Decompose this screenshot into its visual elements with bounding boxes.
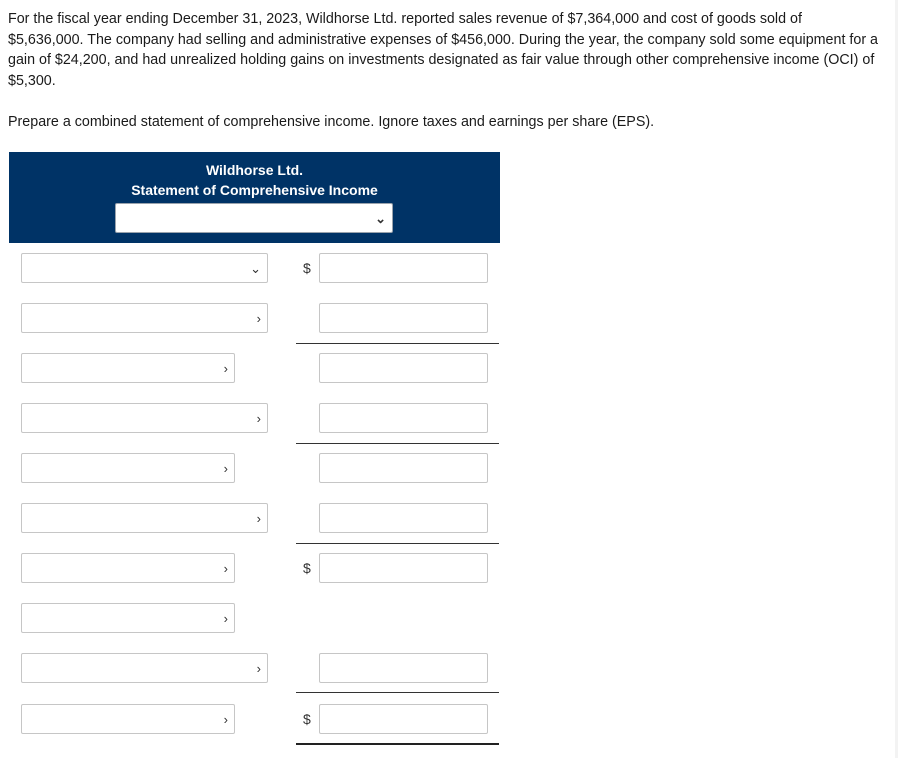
chevron-down-icon: ⌄	[250, 261, 261, 276]
chevron-right-icon: ›	[223, 361, 228, 376]
chevron-right-icon: ›	[223, 561, 228, 576]
chevron-right-icon: ›	[223, 712, 228, 727]
row-2-account-select[interactable]	[21, 303, 268, 333]
chevron-right-icon: ›	[223, 461, 228, 476]
row-4-account-select[interactable]	[21, 403, 268, 433]
row-9-account-select[interactable]	[21, 653, 268, 683]
subtotal-rule	[296, 443, 499, 444]
total-double-rule	[296, 743, 499, 745]
chevron-right-icon: ›	[256, 311, 261, 326]
row-3-account-select[interactable]	[21, 353, 235, 383]
row-5-account-select[interactable]	[21, 453, 235, 483]
statement-header	[9, 152, 500, 243]
row-3-amount-input[interactable]	[319, 353, 488, 383]
chevron-right-icon: ›	[256, 661, 261, 676]
row-10-account-select[interactable]	[21, 704, 235, 734]
row-8-account-select[interactable]	[21, 603, 235, 633]
row-7-amount-input[interactable]	[319, 553, 488, 583]
question-text: For the fiscal year ending December 31, 2023, Wildhorse Ltd. reported sales revenue of $7,364,000 and cost of goods sold of $5,636,000. The company had selling and administrative expenses of $456,000. During the year, the company sold some equipment for a gain of $24,200, and had unrealized holding gains on investments designated as fair value through other comprehensive income (OCI) of $5,300.	[8, 11, 879, 89]
company-name: Wildhorse Ltd.	[205, 162, 304, 178]
dollar-sign: $	[303, 260, 311, 276]
row-7-account-select[interactable]	[21, 553, 235, 583]
row-2-amount-input[interactable]	[319, 303, 488, 333]
row-5-amount-input[interactable]	[319, 453, 488, 483]
instruction-text: Prepare a combined statement of comprehensive income. Ignore taxes and earnings per share (EPS).	[8, 114, 655, 130]
dollar-sign: $	[303, 711, 311, 727]
row-1-account-select[interactable]	[21, 253, 268, 283]
chevron-right-icon: ›	[256, 411, 261, 426]
row-4-amount-input[interactable]	[319, 403, 488, 433]
chevron-down-icon: ⌄	[375, 211, 386, 226]
subtotal-rule	[296, 343, 499, 344]
row-9-amount-input[interactable]	[319, 653, 488, 683]
statement-title: Statement of Comprehensive Income	[131, 182, 378, 198]
row-10-amount-input[interactable]	[319, 704, 488, 734]
row-6-amount-input[interactable]	[319, 503, 488, 533]
chevron-right-icon: ›	[223, 611, 228, 626]
subtotal-rule	[296, 692, 499, 693]
subtotal-rule	[296, 543, 499, 544]
row-1-amount-input[interactable]	[319, 253, 488, 283]
chevron-right-icon: ›	[256, 511, 261, 526]
dollar-sign: $	[303, 560, 311, 576]
row-6-account-select[interactable]	[21, 503, 268, 533]
period-select[interactable]	[115, 203, 393, 233]
